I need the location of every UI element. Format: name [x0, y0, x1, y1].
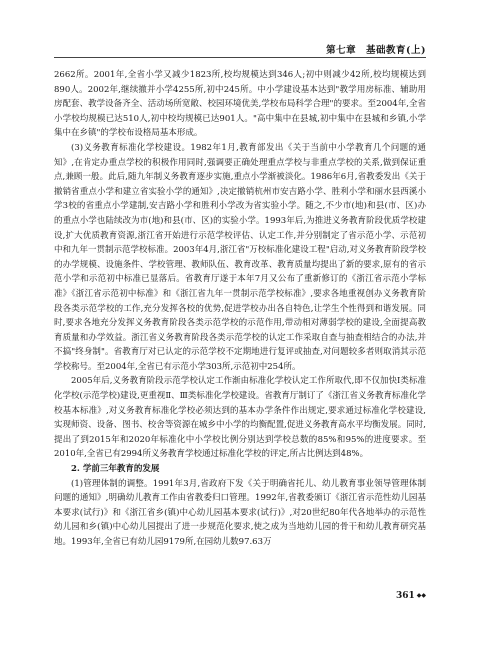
page-number: 361 [395, 591, 415, 601]
running-header [0, 42, 426, 56]
chapter-title: 基础教育(上) [366, 45, 426, 56]
paragraph-2005-standardization: 2005年后,义务教育阶段示范学校认定工作渐由标准化学校认定工作所取代,即不仅加快Ⅰ类标准化学校(示范学校)建设,更重视Ⅱ、Ⅲ类标准化学校建设。省教育厅制订了《浙江省义务教育标准化学校基本标准》,对义务教育标准化学校必须达到的基本办学条件作出规定,要求通过标准化学校建设,实现师资、设备、图书、校舍等资源在城乡中小学的均衡配置,促进义务教育高水平均衡发展。同时,提出了到2015年和2020年标准化中小学校比例分别达到学校总数的85%和95%的进度要求。至2010年,全省已有2994所义务教育学校通过标准化学校的评定,所占比例达到48%。 [54, 376, 426, 460]
paragraph-management-system: (1)管理体制的调整。1991年3月,省政府下发《关于明确省托儿、幼儿教育事业领导管理体制问题的通知》,明确幼儿教育工作由省教委归口管理。1992年,省教委颁订《浙江省示范性幼儿园基本要求(试行)》和《浙江省乡(镇)中心幼儿园基本要求(试行)》,对20世纪80年代各地举办的示范性幼儿园和乡(镇)中心幼儿园提出了进一步规范化要求,使之成为当地幼儿园的骨干和幼儿教育研究基地。1993年,全省已有幼儿园9179所,在园幼儿数97.63万 [54, 478, 426, 547]
folio-ornament: ◆◆ [416, 592, 426, 599]
header-rule [54, 57, 426, 58]
chapter-number: 第七章 [326, 45, 357, 56]
paragraph-standard-schools: (3)义务教育标准化学校建设。1982年1月,教育部发出《关于当前中小学教育几个问题的通知》,在肯定办重点学校的积极作用同时,强调要正确处理重点学校与非重点学校的关系,做到保证重点,兼顾一般。此后,随九年制义务教育逐步实施,重点小学渐被淡化。1986年6月,省教委发出《关于撤销省重点小学和建立省实验小学的通知》,决定撤销杭州市安吉路小学、胜利小学和丽水县西溪小学3校的省重点小学建制,安吉路小学和胜利小学改为省实验小学。随之,不少市(地)和县(市、区)办的重点小学也陆续改为市(地)和县(市、区)的实验小学。1993年后,为推进义务教育阶段优质学校建设,扩大优质教育资源,浙江省开始进行示范学校评估、认定工作,并分别制定了省示范小学、示范初中和九年一贯制示范学校标准。2003年4月,浙江省"万校标准化建设工程"启动,对义务教育阶段学校的办学规模、设施条件、学校管理、教师队伍、教育改革、教育质量均提出了新的要求,原有的省示范小学和示范初中标准已显落后。省教育厅遂于本年7月又公布了重新修订的《浙江省示范小学标准》《浙江省示范初中标准》和《浙江省九年一贯制示范学校标准》,要求各地重视创办义务教育阶段各类示范学校的工作,充分发挥各校的优势,促进学校办出各自特色,让学生个性得到和谐发展。同时,要求各地充分发挥义务教育阶段各类示范学校的示范作用,带动相对薄弱学校的建设,全面提高教育质量和办学效益。浙江省义务教育阶段各类示范学校的认定工作采取自查与抽查相结合的办法,并不搞"终身制"。省教育厅对已认定的示范学校不定期地进行复评或抽查,对问题较多者则取消其示范学校称号。至2004年,全省已有示范小学303所,示范初中254所。 [54, 142, 426, 372]
paragraph-continued: 2662所。2001年,全省小学又减少1823所,校均规模达到346人;初中则减少42所,校均规模达到890人。2002年,继续撤并小学4255所,初中245所。中小学建设基本达到"教学用房标准、辅助用房配套、教学设备齐全、活动场所宽敞、校园环境优美,学校布局科学合理"的要求。至2004年,全省小学校均规模已达510人,初中校均规模已达901人。"高中集中在县城,初中集中在县城和乡镇,小学集中在乡镇"的学校布设格局基本形成。 [54, 70, 426, 139]
body-text [54, 68, 426, 550]
section-heading-preschool: 2. 学前三年教育的发展 [71, 464, 160, 475]
page-folio [0, 591, 426, 601]
